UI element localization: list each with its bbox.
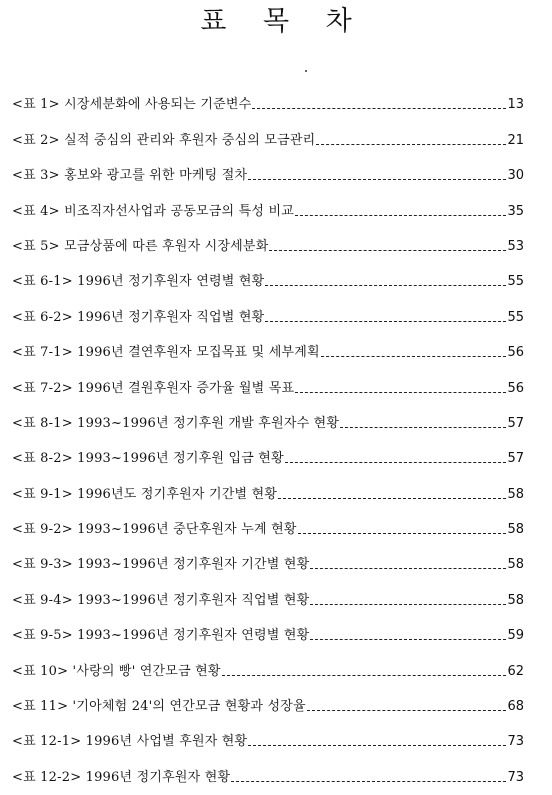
toc-entry[interactable] bbox=[12, 644, 524, 679]
toc-leader-line bbox=[285, 462, 507, 463]
toc-leader-line bbox=[310, 568, 506, 569]
toc-leader-line bbox=[265, 285, 506, 286]
toc-entry[interactable] bbox=[12, 361, 524, 396]
toc-entry[interactable] bbox=[12, 467, 524, 502]
toc-entry-page: 56 bbox=[507, 380, 524, 396]
toc-leader-line bbox=[248, 745, 506, 746]
toc-entry[interactable] bbox=[12, 220, 524, 255]
toc-entry-label: <표 2> 실적 중심의 관리와 후원자 중심의 모금관리 bbox=[12, 132, 316, 148]
toc-entry-page: 53 bbox=[507, 238, 524, 254]
toc-entry[interactable] bbox=[12, 432, 524, 467]
toc-entry-page: 68 bbox=[507, 699, 524, 715]
toc-entry-page: 30 bbox=[507, 168, 524, 184]
toc-entry-page: 13 bbox=[507, 97, 524, 113]
toc-leader-line bbox=[278, 498, 506, 499]
toc-entry-label: <표 5> 모금상품에 따른 후원자 시장세분화 bbox=[12, 238, 269, 254]
toc-leader-line bbox=[340, 427, 506, 428]
toc-entry-label: <표 3> 홍보와 광고를 위한 마케팅 절차 bbox=[12, 168, 248, 184]
toc-leader-line bbox=[295, 215, 506, 216]
toc-entry-label: <표 6-2> 1996년 정기후원자 직업별 현황 bbox=[12, 309, 265, 325]
toc-entry[interactable] bbox=[12, 750, 524, 785]
toc-entry[interactable] bbox=[12, 397, 524, 432]
table-of-contents-list bbox=[12, 78, 524, 786]
toc-entry-label: <표 11> '기아체험 24'의 연간모금 현황과 성장율 bbox=[12, 699, 306, 715]
toc-entry-page: 56 bbox=[507, 345, 524, 361]
toc-entry-label: <표 10> '사랑의 빵' 연간모금 현황 bbox=[12, 663, 221, 679]
toc-entry[interactable] bbox=[12, 255, 524, 290]
toc-entry[interactable] bbox=[12, 184, 524, 219]
toc-entry-page: 58 bbox=[507, 522, 524, 538]
scan-speck bbox=[305, 70, 307, 72]
toc-entry[interactable] bbox=[12, 326, 524, 361]
toc-entry-label: <표 4> 비조직자선사업과 공동모금의 특성 비교 bbox=[12, 203, 294, 219]
toc-entry-page: 21 bbox=[507, 132, 524, 148]
toc-entry-label: <표 12-1> 1996년 사업별 후원자 현황 bbox=[12, 734, 248, 750]
toc-leader-line bbox=[265, 321, 506, 322]
toc-entry[interactable] bbox=[12, 538, 524, 573]
toc-entry-label: <표 9-5> 1993~1996년 정기후원자 연령별 현황 bbox=[12, 628, 310, 644]
page-title: 표 목 차 bbox=[200, 6, 366, 37]
toc-entry-label: <표 9-1> 1996년도 정기후원자 기간별 현황 bbox=[12, 486, 278, 502]
toc-entry-page: 73 bbox=[507, 769, 524, 785]
toc-leader-line bbox=[298, 533, 507, 534]
toc-leader-line bbox=[321, 356, 507, 357]
toc-entry[interactable] bbox=[12, 609, 524, 644]
toc-entry-page: 55 bbox=[507, 274, 524, 290]
toc-entry-page: 62 bbox=[507, 663, 524, 679]
toc-entry-page: 73 bbox=[507, 734, 524, 750]
toc-leader-line bbox=[295, 392, 506, 393]
toc-entry-label: <표 7-1> 1996년 결연후원자 모집목표 및 세부계획 bbox=[12, 345, 320, 361]
toc-entry[interactable] bbox=[12, 680, 524, 715]
toc-leader-line bbox=[310, 604, 506, 605]
toc-entry-page: 59 bbox=[507, 628, 524, 644]
toc-entry[interactable] bbox=[12, 149, 524, 184]
toc-entry-label: <표 6-1> 1996년 정기후원자 연령별 현황 bbox=[12, 274, 265, 290]
toc-entry-label: <표 8-1> 1993~1996년 정기후원 개발 후원자수 현황 bbox=[12, 415, 340, 431]
toc-leader-line bbox=[316, 144, 506, 145]
toc-leader-line bbox=[252, 108, 506, 109]
toc-entry[interactable] bbox=[12, 503, 524, 538]
toc-entry[interactable] bbox=[12, 290, 524, 325]
toc-leader-line bbox=[307, 710, 507, 711]
toc-leader-line bbox=[269, 250, 506, 251]
toc-entry-label: <표 9-4> 1993~1996년 정기후원자 직업별 현황 bbox=[12, 592, 310, 608]
toc-entry-label: <표 7-2> 1996년 결원후원자 증가율 월별 목표 bbox=[12, 380, 295, 396]
toc-entry-label: <표 1> 시장세분화에 사용되는 기준변수 bbox=[12, 97, 252, 113]
toc-entry[interactable] bbox=[12, 715, 524, 750]
toc-leader-line bbox=[310, 639, 506, 640]
toc-leader-line bbox=[248, 179, 506, 180]
toc-entry-label: <표 8-2> 1993~1996년 정기후원 입금 현황 bbox=[12, 451, 284, 467]
toc-entry-label: <표 12-2> 1996년 정기후원자 현황 bbox=[12, 769, 231, 785]
toc-leader-line bbox=[222, 675, 507, 676]
toc-entry-page: 35 bbox=[507, 203, 524, 219]
toc-leader-line bbox=[231, 781, 506, 782]
toc-entry-page: 58 bbox=[507, 592, 524, 608]
toc-entry-page: 57 bbox=[507, 415, 524, 431]
toc-entry[interactable] bbox=[12, 573, 524, 608]
toc-entry-page: 55 bbox=[507, 309, 524, 325]
toc-entry-label: <표 9-2> 1993~1996년 중단후원자 누계 현황 bbox=[12, 522, 297, 538]
toc-entry-page: 57 bbox=[507, 451, 524, 467]
toc-entry[interactable] bbox=[12, 113, 524, 148]
toc-entry-label: <표 9-3> 1993~1996년 정기후원자 기간별 현황 bbox=[12, 557, 310, 573]
toc-entry-page: 58 bbox=[507, 486, 524, 502]
toc-entry[interactable] bbox=[12, 78, 524, 113]
toc-entry-page: 58 bbox=[507, 557, 524, 573]
